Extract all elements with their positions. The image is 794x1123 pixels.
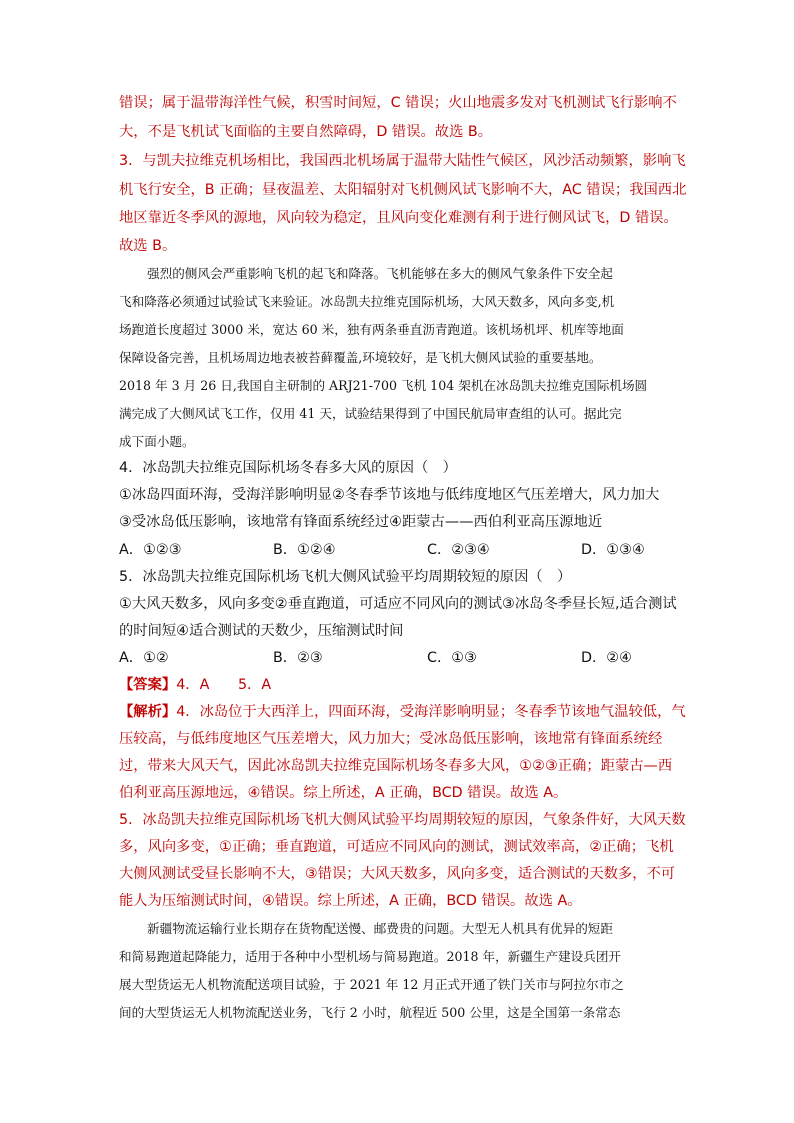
- analysis-line-3: 过，带来大风天气，因此冰岛凯夫拉维克国际机场冬春多大风，①②③正确；距蒙古—西: [119, 758, 673, 774]
- question-5-options: [119, 648, 679, 668]
- passage1-line-6: 满完成了大侧风试飞工作，仅用 41 天，试验结果得到了中国民航局审查组的认可。据此完: [119, 406, 622, 421]
- q4-option-d[interactable]: D．①③④: [581, 542, 645, 558]
- passage1-line-7: 成下面小题。: [119, 434, 195, 449]
- question-5-statements-2: 的时间短④适合测试的天数少，压缩测试时间: [119, 623, 404, 639]
- analysis-line-6: 多，风向多变，①正确；垂直跑道，可适应不同风向的测试，测试效率高，②正确；飞机: [119, 839, 674, 855]
- analysis-line-5: 5．冰岛凯夫拉维克国际机场飞机大侧风试验平均周期较短的原因，气象条件好，大风天数: [119, 812, 686, 828]
- analysis-line-8: 能人为压缩测试时间，④错误。综上所述，A 正确，BCD 错误。故选 A。: [119, 893, 582, 909]
- q4-option-b[interactable]: B．①②④: [273, 542, 336, 558]
- analysis-line-7: 大侧风测试受昼长影响不大，③错误；大风天数多，风向多变，适合测试的天数多，不可: [119, 866, 676, 882]
- question-4-stem: 4．冰岛凯夫拉维克国际机场冬春多大风的原因（ ）: [119, 460, 457, 476]
- prev-explanation-line-2: 大，不是飞机试飞面临的主要自然障碍，D 错误。故选 B。: [119, 124, 493, 140]
- analysis-line-2: 压较高，与低纬度地区气压差增大，风力加大；受冰岛低压影响，该地常有锋面系统经: [119, 731, 663, 747]
- passage2-line-2: 和简易跑道起降能力，适用于各种中小型机场与简易跑道。2018 年，新疆生产建设兵团开: [119, 949, 622, 964]
- q4-option-a[interactable]: A．①②③: [119, 542, 182, 558]
- passage1-line-5: 2018 年 3 月 26 日,我国自主研制的 ARJ21-700 飞机 104 架机在冰岛凯夫拉维克国际机场圆: [119, 378, 648, 393]
- question-5-statements-1: ①大风天数多，风向多变②垂直跑道，可适应不同风向的测试③冰岛冬季昼长短,适合测试: [119, 596, 677, 612]
- passage1-line-4: 保障设备完善，且机场周边地表被苔藓覆盖,环境较好，是飞机大侧风试验的重要基地。: [119, 350, 602, 365]
- prev-explanation-line-6: 故选 B。: [119, 238, 177, 254]
- question-5-stem: 5．冰岛凯夫拉维克国际机场飞机大侧风试验平均周期较短的原因（ ）: [119, 569, 572, 585]
- passage2-line-3: 展大型货运无人机物流配送项目试验，于 2021 年 12 月正式开通了铁门关市与阿拉尔市之: [119, 977, 624, 992]
- analysis-text-1: 4．冰岛位于大西洋上，四面环海，受海洋影响明显；冬春季节该地气温较低，气: [176, 704, 686, 720]
- question-4-options: [119, 540, 679, 560]
- passage1-line-3: 场跑道长度超过 3000 米，宽达 60 米，独有两条垂直沥青跑道。该机场机坪、机库等地面: [119, 322, 624, 337]
- prev-explanation-line-5: 地区靠近冬季风的源地，风向较为稳定，且风向变化难测有利于进行侧风试飞，D 错误。: [119, 210, 678, 226]
- question-4-statements-2: ③受冰岛低压影响，该地常有锋面系统经过④距蒙古——西伯利亚高压源地近: [119, 514, 603, 530]
- answer-line: [119, 675, 271, 695]
- question-4-statements-1: ①冰岛四面环海，受海洋影响明显②冬春季节该地与低纬度地区气压差增大，风力加大: [119, 487, 660, 503]
- answer-tag: 【答案】: [119, 677, 177, 693]
- analysis-line-1: [119, 702, 686, 722]
- q5-option-b[interactable]: B．②③: [273, 650, 323, 666]
- analysis-line-4: 伯利亚高压源地远，④错误。综上所述，A 正确，BCD 错误。故选 A。: [119, 785, 568, 801]
- prev-explanation-line-3: 3．与凯夫拉维克机场相比，我国西北机场属于温带大陆性气候区，风沙活动频繁，影响飞: [119, 153, 686, 169]
- q5-option-c[interactable]: C．①③: [427, 650, 477, 666]
- q4-option-c[interactable]: C．②③④: [427, 542, 490, 558]
- analysis-tag: 【解析】: [119, 704, 177, 720]
- passage1-line-1: 强烈的侧风会严重影响飞机的起飞和降落。飞机能够在多大的侧风气象条件下安全起: [147, 266, 613, 281]
- prev-explanation-line-4: 机飞行安全，B 正确；昼夜温差、太阳辐射对飞机侧风试飞影响不大，AC 错误；我国西北: [119, 182, 687, 198]
- passage2-line-1: 新疆物流运输行业长期存在货物配送慢、邮费贵的问题。大型无人机具有优异的短距: [147, 921, 613, 936]
- passage1-line-2: 飞和降落必须通过试验试飞来验证。冰岛凯夫拉维克国际机场，大风天数多，风向多变,机: [119, 294, 615, 309]
- prev-explanation-line-1: 错误；属于温带海洋性气候，积雪时间短，C 错误；火山地震多发对飞机测试飞行影响不: [119, 95, 677, 111]
- passage2-line-4: 间的大型货运无人机物流配送业务，飞行 2 小时，航程近 500 公里，这是全国第一条常态: [119, 1005, 621, 1020]
- q5-option-a[interactable]: A．①②: [119, 650, 169, 666]
- answer-text: 4．A 5．A: [176, 677, 272, 693]
- q5-option-d[interactable]: D．②④: [581, 650, 632, 666]
